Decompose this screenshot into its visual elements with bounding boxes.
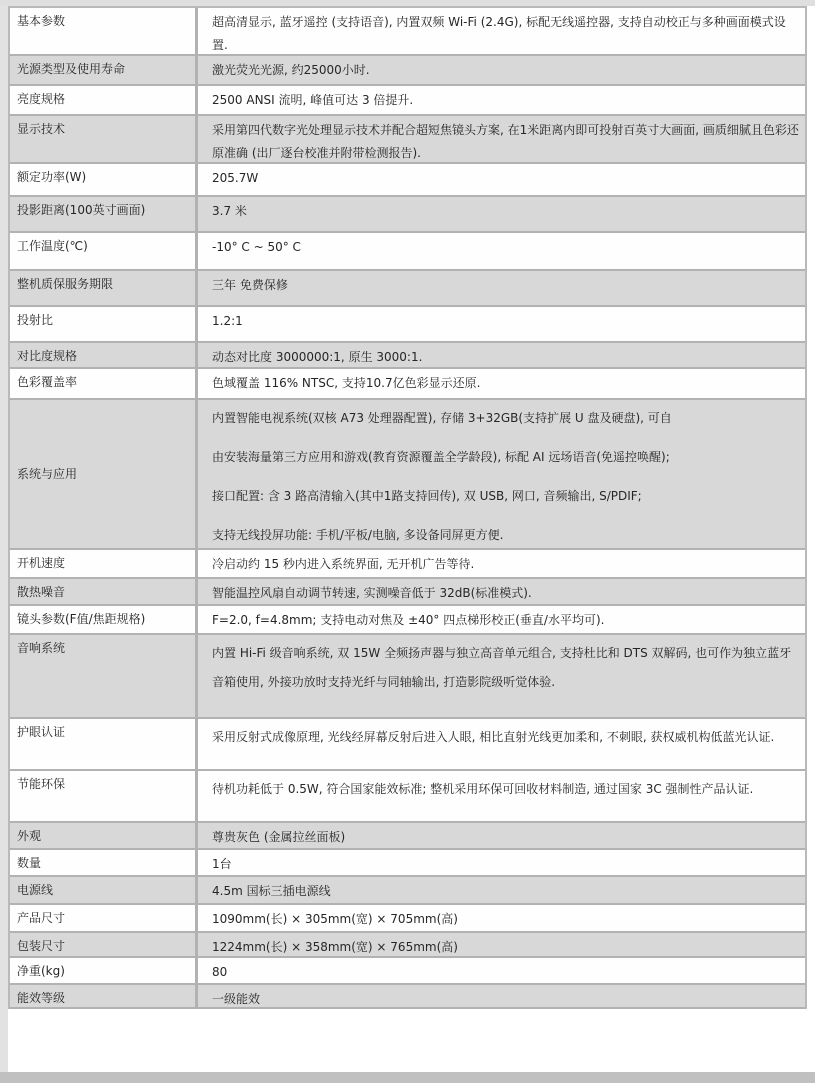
table-row: [10, 197, 805, 233]
row-value: 超高清显示, 蓝牙遥控 (支持语音), 内置双频 Wi-Fi (2.4G), 标配无线遥控器, 支持自动校正与多种画面模式设置.: [212, 15, 786, 52]
table-row: [10, 400, 805, 550]
right-margin: [807, 6, 815, 1072]
table-row: [10, 635, 805, 719]
table-row: [10, 164, 805, 197]
row-label: 光源类型及使用寿命: [10, 56, 198, 84]
row-value: 1.2:1: [212, 314, 243, 328]
row-label: 产品尺寸: [10, 905, 198, 931]
row-value: 三年 免费保修: [212, 278, 288, 292]
row-label: 外观: [10, 823, 198, 848]
row-value: 内置 Hi-Fi 级音响系统, 双 15W 全频扬声器与独立高音单元组合, 支持杜比和 DTS 双解码, 也可作为独立蓝牙音箱使用, 外接功放时支持光纤与同轴输出, 打造影院级听觉体验.: [212, 646, 792, 689]
row-label: 电源线: [10, 877, 198, 903]
table-row: [10, 905, 805, 933]
row-value: 采用反射式成像原理, 光线经屏幕反射后进入人眼, 相比直射光线更加柔和, 不刺眼, 获权威机构低蓝光认证.: [212, 730, 775, 744]
row-value: 一级能效: [212, 992, 261, 1006]
row-value: 1台: [212, 857, 232, 871]
row-label: 显示技术: [10, 116, 198, 162]
table-row: [10, 116, 805, 164]
row-value: 1090mm(长) × 305mm(宽) × 705mm(高): [212, 912, 458, 926]
table-row: [10, 86, 805, 116]
row-label: 额定功率(W): [10, 164, 198, 195]
row-value: 色域覆盖 116% NTSC, 支持10.7亿色彩显示还原.: [212, 376, 481, 390]
table-row: [10, 579, 805, 606]
table-row: [10, 719, 805, 771]
row-value: 2500 ANSI 流明, 峰值可达 3 倍提升.: [212, 93, 414, 107]
table-row: [10, 606, 805, 635]
row-value: -10° C ~ 50° C: [212, 240, 301, 254]
row-label: 散热噪音: [10, 579, 198, 604]
row-label: 投射比: [10, 307, 198, 341]
table-row: [10, 233, 805, 271]
spec-table: [8, 6, 807, 1009]
row-value: 3.7 米: [212, 204, 247, 218]
row-value: 1224mm(长) × 358mm(宽) × 765mm(高): [212, 940, 458, 954]
row-value: 动态对比度 3000000:1, 原生 3000:1.: [212, 350, 423, 364]
row-label: 开机速度: [10, 550, 198, 577]
row-value: 采用第四代数字光处理显示技术并配合超短焦镜头方案, 在1米距离内即可投射百英寸大画面, 画质细腻且色彩还原准确 (出厂逐台校准并附带检测报告).: [212, 123, 799, 160]
table-row: [10, 343, 805, 369]
table-row: [10, 56, 805, 86]
table-row: [10, 985, 805, 1009]
value-paragraph: 接口配置: 含 3 路高清输入(其中1路支持回传), 双 USB, 网口, 音频输出, S/PDIF;: [212, 489, 642, 503]
row-label: 数量: [10, 850, 198, 875]
row-label: 整机质保服务期限: [10, 271, 198, 305]
row-value: F=2.0, f=4.8mm; 支持电动对焦及 ±40° 四点梯形校正(垂直/水平均可).: [212, 613, 605, 627]
table-row: [10, 8, 805, 56]
value-paragraph: 内置智能电视系统(双核 A73 处理器配置), 存储 3+32GB(支持扩展 U 盘及硬盘), 可自: [212, 411, 672, 425]
row-label: 对比度规格: [10, 343, 198, 367]
row-value: 激光荧光光源, 约25000小时.: [212, 63, 370, 77]
row-label: 工作温度(℃): [10, 233, 198, 269]
table-row: [10, 933, 805, 958]
row-label: 投影距离(100英寸画面): [10, 197, 198, 231]
bottom-band: [0, 1072, 815, 1083]
value-paragraph: 由安装海量第三方应用和游戏(教育资源覆盖全学龄段), 标配 AI 远场语音(免遥控唤醒);: [212, 450, 670, 464]
row-label: 净重(kg): [10, 958, 198, 983]
table-row: [10, 307, 805, 343]
table-row: [10, 877, 805, 905]
row-label: 音响系统: [10, 635, 198, 717]
table-row: [10, 771, 805, 823]
row-label: 色彩覆盖率: [10, 369, 198, 398]
table-row: [10, 550, 805, 579]
table-row: [10, 369, 805, 400]
row-label: 包装尺寸: [10, 933, 198, 956]
row-label: 镜头参数(F值/焦距规格): [10, 606, 198, 633]
row-label: 基本参数: [10, 8, 198, 54]
left-margin: [0, 6, 8, 1072]
row-value: 尊贵灰色 (金属拉丝面板): [212, 830, 346, 844]
value-paragraph: 支持无线投屏功能: 手机/平板/电脑, 多设备同屏更方便.: [212, 528, 504, 542]
row-value: 205.7W: [212, 171, 259, 185]
row-label: 节能环保: [10, 771, 198, 821]
table-row: [10, 823, 805, 850]
row-value: 4.5m 国标三插电源线: [212, 884, 331, 898]
row-value: 待机功耗低于 0.5W, 符合国家能效标准; 整机采用环保可回收材料制造, 通过国家 3C 强制性产品认证.: [212, 782, 754, 796]
row-label: 系统与应用: [10, 400, 198, 548]
row-value: 80: [212, 965, 228, 979]
row-value: [198, 400, 805, 548]
table-row: [10, 958, 805, 985]
row-label: 护眼认证: [10, 719, 198, 769]
row-label: 亮度规格: [10, 86, 198, 114]
row-value: 智能温控风扇自动调节转速, 实测噪音低于 32dB(标准模式).: [212, 586, 532, 600]
table-row: [10, 850, 805, 877]
table-row: [10, 271, 805, 307]
row-value: 冷启动约 15 秒内进入系统界面, 无开机广告等待.: [212, 557, 475, 571]
row-label: 能效等级: [10, 985, 198, 1007]
